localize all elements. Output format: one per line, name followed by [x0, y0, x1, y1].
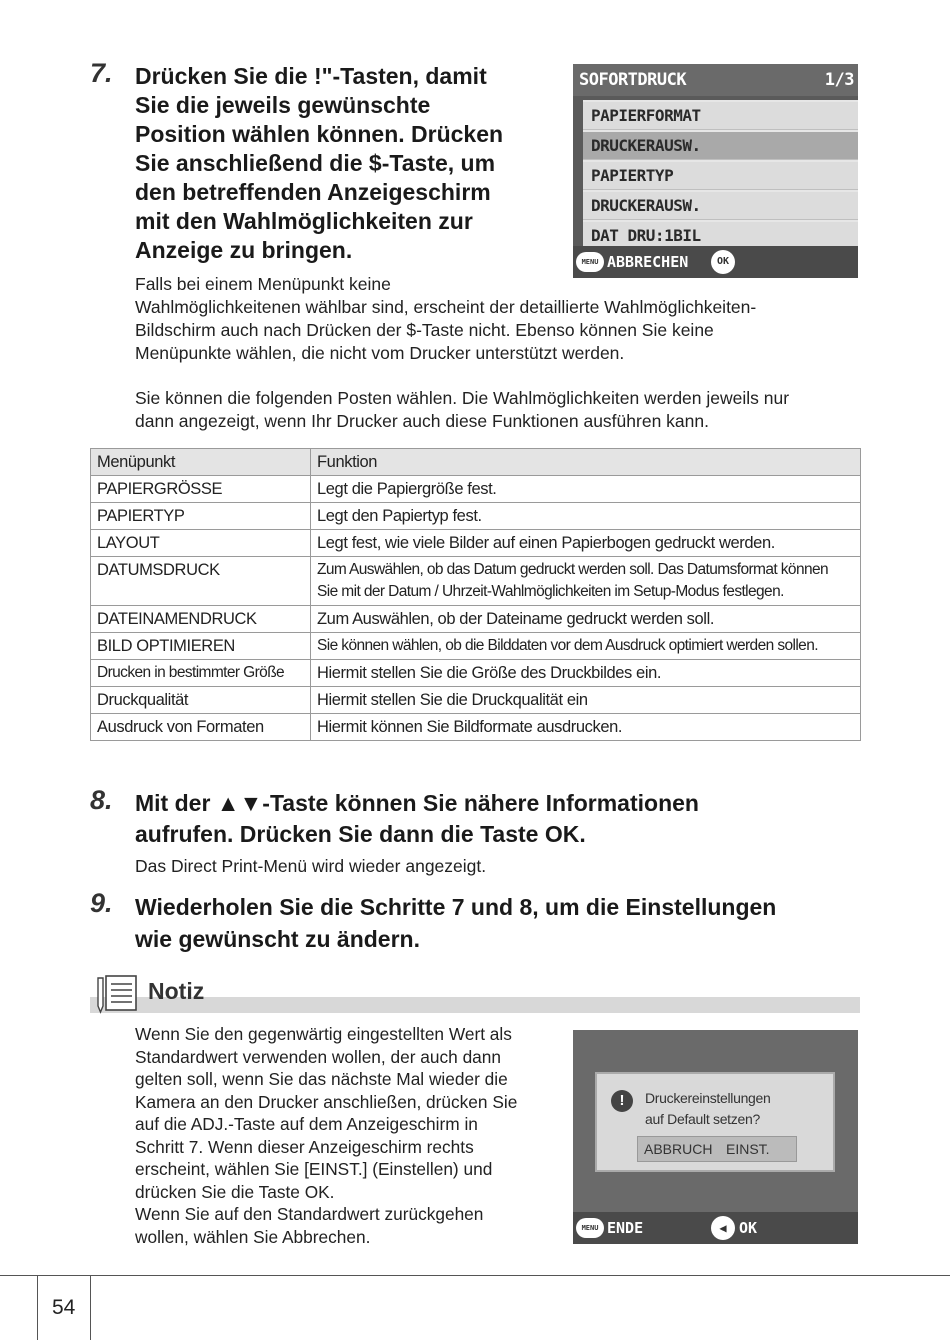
table-cell-item: LAYOUT: [91, 530, 311, 557]
step-8-title-line: aufrufen. Drücken Sie dann die Taste OK.: [135, 821, 586, 847]
step-7-number: 7.: [90, 58, 113, 88]
table-row: [91, 633, 861, 660]
step-7-note: [135, 273, 855, 365]
note-body-line: auf die ADJ.-Taste auf dem Anzeigeschirm in: [135, 1114, 478, 1134]
step-7-title: [135, 62, 565, 265]
step-8-body: Das Direct Print-Menü wird wieder angezeigt.: [135, 856, 487, 876]
cancel-button[interactable]: ABBRUCH: [644, 1141, 713, 1157]
left-arrow-icon: ◀: [711, 1216, 735, 1240]
screen-title: SOFORTDRUCK: [579, 70, 687, 90]
footer-divider: [0, 1275, 950, 1276]
table-cell-item: DATUMSDRUCK: [91, 557, 311, 606]
table-cell-function: [311, 530, 861, 557]
note-line: Menüpunkte wählen, die nicht vom Drucker unterstützt werden.: [135, 343, 625, 363]
note-pad-icon: [94, 972, 142, 1014]
ok-button-icon: OK: [711, 250, 735, 274]
note-body: [135, 1023, 565, 1248]
screen-menu-item[interactable]: PAPIERTYP: [583, 162, 858, 190]
note-body-line: erscheint, wählen Sie [EINST.] (Einstellen) und: [135, 1159, 493, 1179]
screen-header: [573, 64, 858, 96]
step-8-number: 8.: [90, 785, 113, 815]
step-9-title-line: Wiederholen Sie die Schritte 7 und 8, um die Einstellungen: [135, 894, 777, 920]
table-row: [91, 476, 861, 503]
note-body-line: wollen, wählen Sie Abbrechen.: [135, 1226, 371, 1247]
screen-menu-item[interactable]: DAT DRU:1BIL: [583, 222, 858, 250]
dialog-message: [645, 1088, 771, 1130]
table-cell-item: PAPIERTYP: [91, 503, 311, 530]
table-header-function: Funktion: [311, 449, 861, 476]
step-7-title-line: Drücken Sie die !"-Tasten, damit: [135, 63, 487, 89]
table-cell-function: [311, 476, 861, 503]
table-header-menu-item: Menüpunkt: [91, 449, 311, 476]
step-7-title-line: Anzeige zu bringen.: [135, 237, 353, 263]
note-header-bar: [90, 997, 860, 1013]
table-cell-function: [311, 714, 861, 741]
table-cell-function: [311, 687, 861, 714]
footer-divider-right: [90, 1275, 91, 1340]
dialog-message-line: auf Default setzen?: [645, 1111, 760, 1127]
table-cell-function-line: Legt den Papiertyp fest.: [317, 507, 482, 525]
set-button[interactable]: EINST.: [726, 1141, 770, 1157]
note-body-line: Schritt 7. Wenn dieser Anzeigeschirm rechts: [135, 1136, 474, 1157]
step-7-title-line: mit den Wahlmöglichkeiten zur: [135, 208, 473, 234]
table-row: [91, 687, 861, 714]
note-line: Bildschirm auch nach Drücken der $-Taste nicht. Ebenso können Sie keine: [135, 320, 714, 340]
step-8-title-line: Mit der ▲▼-Taste können Sie nähere Informationen: [135, 790, 699, 816]
table-cell-function-line: Legt die Papiergröße fest.: [317, 480, 497, 498]
ok-label: OK: [739, 1219, 758, 1237]
table-row: [91, 660, 861, 687]
note-body-line: Wenn Sie den gegenwärtig eingestellten Wert als: [135, 1024, 512, 1044]
confirm-dialog: [595, 1072, 835, 1172]
table-row: [91, 606, 861, 633]
camera-screen-reset-dialog: [573, 1030, 858, 1244]
footer-divider-left: [37, 1275, 38, 1340]
table-cell-function-line: Sie mit der Datum / Uhrzeit-Wahlmöglichkeiten im Setup-Modus festlegen.: [317, 583, 784, 600]
table-cell-function: [311, 633, 861, 660]
table-cell-function: [311, 503, 861, 530]
note-body-line: drücken Sie die Taste OK.: [135, 1181, 335, 1202]
table-cell-function-line: Zum Auswählen, ob das Datum gedruckt werden soll. Das Datumsformat können: [317, 561, 829, 578]
cancel-label: ABBRECHEN: [607, 253, 689, 271]
note-line: Falls bei einem Menüpunkt keine: [135, 274, 391, 294]
table-row: [91, 714, 861, 741]
screen-menu-item-selected[interactable]: DRUCKERAUSW.: [583, 132, 858, 160]
menu-button-icon: MENU: [576, 252, 604, 272]
table-cell-function: [311, 660, 861, 687]
screen-menu-item[interactable]: DRUCKERAUSW.: [583, 192, 858, 220]
step-7-title-line: Sie die jeweils gewünschte: [135, 92, 431, 118]
table-cell-item: DATEINAMENDRUCK: [91, 606, 311, 633]
screen-menu-item[interactable]: PAPIERFORMAT: [583, 102, 858, 130]
table-header-row: [91, 449, 861, 476]
menu-button-icon: MENU: [576, 1218, 604, 1238]
table-cell-item: PAPIERGRÖSSE: [91, 476, 311, 503]
table-row: [91, 557, 861, 606]
table-row: [91, 530, 861, 557]
table-cell-function-line: Legt fest, wie viele Bilder auf einen Papierbogen gedruckt werden.: [317, 534, 775, 552]
table-cell-item: Ausdruck von Formaten: [91, 714, 311, 741]
table-row: [91, 503, 861, 530]
step-9-number: 9.: [90, 888, 113, 918]
step-7-title-line: den betreffenden Anzeigeschirm: [135, 179, 491, 205]
table-cell-function-line: Hiermit stellen Sie die Druckqualität ein: [317, 691, 588, 709]
table-cell-item: Drucken in bestimmter Größe: [91, 660, 311, 687]
table-cell-function-line: Zum Auswählen, ob der Dateiname gedruckt werden soll.: [317, 610, 715, 628]
page-number: 54: [52, 1296, 76, 1319]
step-9-title: [135, 891, 855, 955]
dialog-message-line: Druckereinstellungen: [645, 1090, 771, 1106]
screen-page-indicator: 1/3: [824, 70, 854, 90]
note-body-line: gelten soll, wenn Sie das nächste Mal wieder die: [135, 1069, 508, 1089]
step-7-title-line: Sie anschließend die $-Taste, um: [135, 150, 496, 176]
step-9-title-line: wie gewünscht zu ändern.: [135, 926, 420, 952]
note-title: Notiz: [148, 978, 205, 1004]
camera-screen-direct-print: [573, 64, 858, 278]
table-cell-function: [311, 606, 861, 633]
intro-line: dann angezeigt, wenn Ihr Drucker auch diese Funktionen ausführen kann.: [135, 411, 709, 431]
note-body-line: Kamera an den Drucker anschließen, drücken Sie: [135, 1091, 518, 1112]
dialog-buttons: [637, 1136, 797, 1162]
table-cell-item: BILD OPTIMIEREN: [91, 633, 311, 660]
intro-line: Sie können die folgenden Posten wählen. Die Wahlmöglichkeiten werden jeweils nur: [135, 388, 790, 408]
table-cell-item: Druckqualität: [91, 687, 311, 714]
options-intro: [135, 387, 855, 433]
step-8-title: [135, 788, 855, 850]
screen-footer: [573, 1212, 858, 1244]
table-cell-function-line: Hiermit stellen Sie die Größe des Druckbildes ein.: [317, 664, 662, 682]
warning-icon: !: [611, 1090, 633, 1112]
table-cell-function: [311, 557, 861, 606]
note-line: Wahlmöglichkeitenen wählbar sind, erscheint der detaillierte Wahlmöglichkeiten-: [135, 297, 757, 317]
end-label: ENDE: [607, 1219, 644, 1237]
note-body-line: Wenn Sie auf den Standardwert zurückgehen: [135, 1204, 484, 1224]
table-cell-function-line: Hiermit können Sie Bildformate ausdrucken.: [317, 718, 623, 736]
step-7-title-line: Position wählen können. Drücken: [135, 121, 504, 147]
note-body-line: Standardwert verwenden wollen, der auch dann: [135, 1046, 502, 1067]
menu-options-table: [90, 448, 861, 741]
table-cell-function-line: Sie können wählen, ob die Bilddaten vor dem Ausdruck optimiert werden sollen.: [317, 637, 818, 654]
